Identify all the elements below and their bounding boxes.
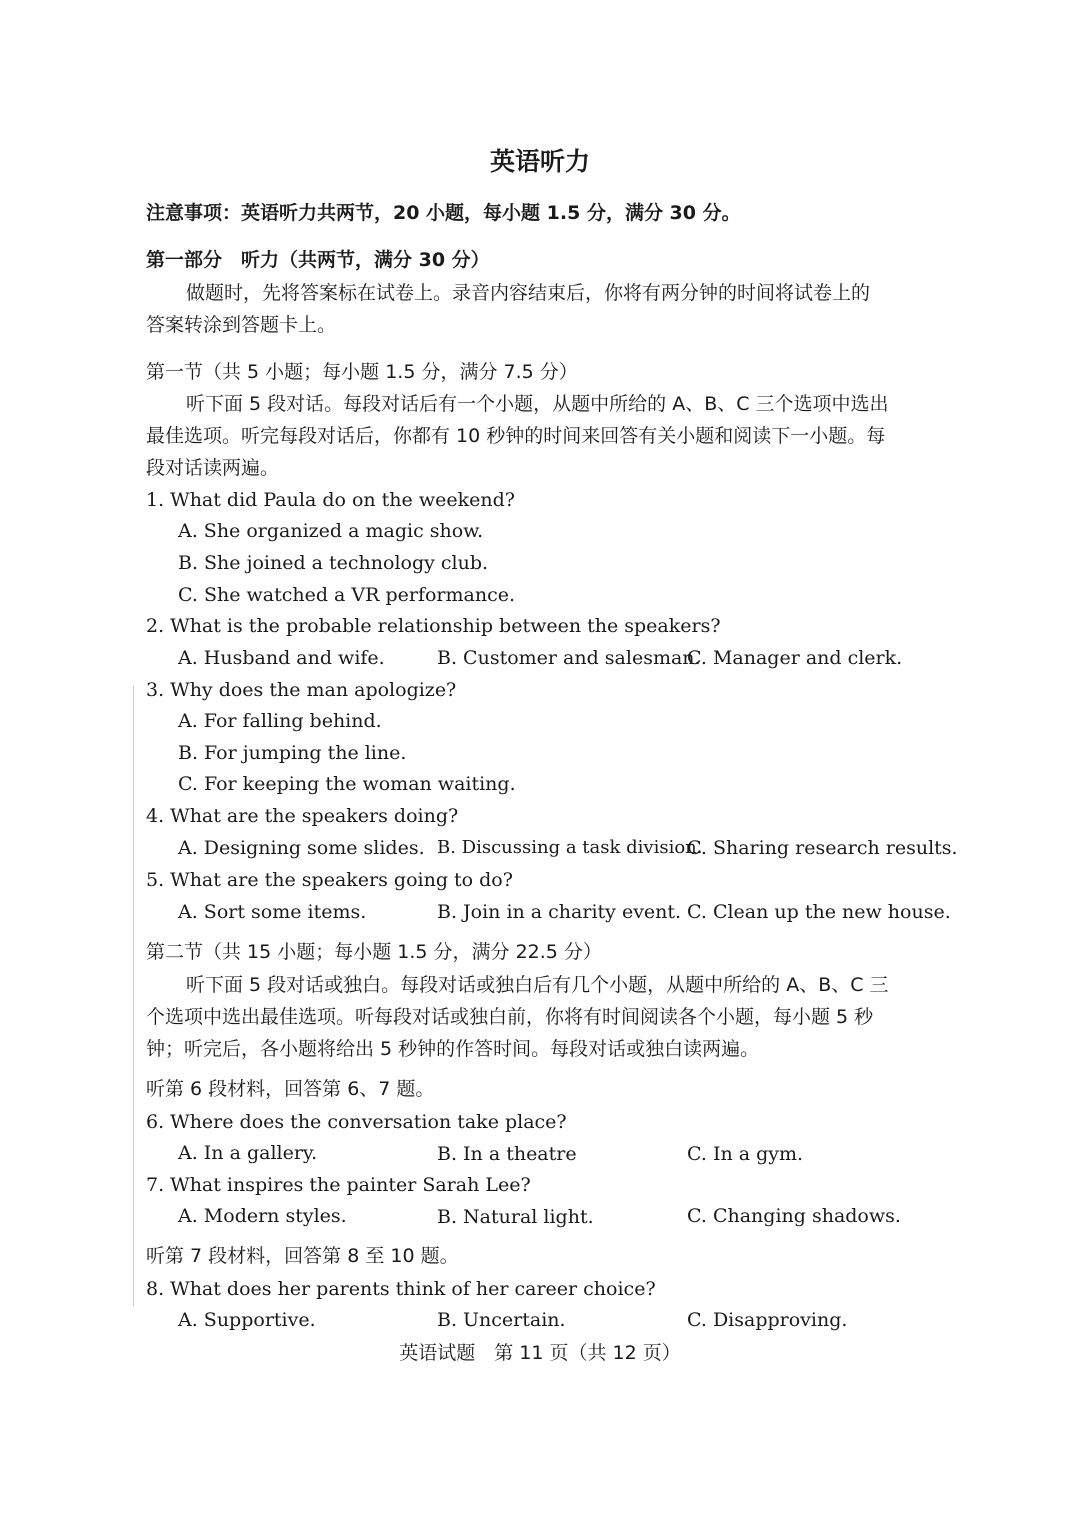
question-1: 1. What did Paula do on the weekend? — [146, 489, 515, 511]
q1-option-b: B. She joined a technology club. — [178, 552, 489, 574]
section1-instr-line: 最佳选项。听完每段对话后，你都有 10 秒钟的时间来回答有关小题和阅读下一小题。每 — [146, 425, 886, 447]
section1-instr-line: 段对话读两遍。 — [146, 457, 280, 479]
section2-instr-line: 听下面 5 段对话或独白。每段对话或独白后有几个小题，从题中所给的 A、B、C 三 — [186, 974, 889, 996]
question-4: 4. What are the speakers doing? — [146, 805, 459, 827]
scan-margin-line — [133, 686, 134, 1306]
q5-option-b: B. Join in a charity event. — [437, 901, 682, 923]
q4-option-b: B. Discussing a task division. — [437, 837, 703, 858]
q6-option-a: A. In a gallery. — [178, 1142, 318, 1164]
section1-instr-line: 听下面 5 段对话。每段对话后有一个小题，从题中所给的 A、B、C 三个选项中选出 — [186, 393, 889, 415]
section2-instr-line: 个选项中选出最佳选项。听每段对话或独白前，你将有时间阅读各个小题，每小题 5 秒 — [146, 1006, 874, 1028]
q7-option-c: C. Changing shadows. — [687, 1205, 901, 1227]
q5-option-c: C. Clean up the new house. — [687, 901, 951, 923]
part1-instr-line: 答案转涂到答题卡上。 — [146, 314, 337, 336]
q2-option-a: A. Husband and wife. — [178, 647, 385, 669]
q7-option-b: B. Natural light. — [437, 1206, 594, 1228]
question-5: 5. What are the speakers going to do? — [146, 869, 513, 891]
question-3: 3. Why does the man apologize? — [146, 679, 457, 701]
question-2: 2. What is the probable relationship between the speakers? — [146, 615, 721, 637]
notice: 注意事项：英语听力共两节，20 小题，每小题 1.5 分，满分 30 分。 — [146, 202, 741, 224]
q8-option-b: B. Uncertain. — [437, 1309, 566, 1331]
q3-option-a: A. For falling behind. — [178, 710, 382, 732]
question-8: 8. What does her parents think of her career choice? — [146, 1278, 656, 1300]
q4-option-c: C. Sharing research results. — [687, 837, 958, 859]
question-7: 7. What inspires the painter Sarah Lee? — [146, 1174, 531, 1196]
q1-option-a: A. She organized a magic show. — [178, 520, 484, 542]
q4-option-a: A. Designing some slides. — [178, 837, 425, 859]
q1-option-c: C. She watched a VR performance. — [178, 584, 516, 606]
q2-option-b: B. Customer and salesman. — [437, 647, 701, 669]
q5-option-a: A. Sort some items. — [178, 901, 367, 923]
q6-option-c: C. In a gym. — [687, 1143, 804, 1165]
q3-option-c: C. For keeping the woman waiting. — [178, 773, 516, 795]
section1-heading: 第一节（共 5 小题；每小题 1.5 分，满分 7.5 分） — [146, 361, 578, 383]
part1-instr-line: 做题时，先将答案标在试卷上。录音内容结束后，你将有两分钟的时间将试卷上的 — [186, 282, 871, 304]
q6-option-b: B. In a theatre — [437, 1143, 577, 1165]
q7-option-a: A. Modern styles. — [178, 1205, 347, 1227]
page-footer: 英语试题 第 11 页（共 12 页） — [399, 1342, 681, 1364]
material-6-heading: 听第 6 段材料，回答第 6、7 题。 — [146, 1078, 435, 1100]
question-6: 6. Where does the conversation take place? — [146, 1111, 567, 1133]
section2-instr-line: 钟；听完后，各小题将给出 5 秒钟的作答时间。每段对话或独白读两遍。 — [146, 1038, 760, 1060]
section2-heading: 第二节（共 15 小题；每小题 1.5 分，满分 22.5 分） — [146, 941, 602, 963]
q8-option-c: C. Disapproving. — [687, 1309, 848, 1331]
material-7-heading: 听第 7 段材料，回答第 8 至 10 题。 — [146, 1245, 459, 1267]
page-title: 英语听力 — [489, 147, 590, 176]
q3-option-b: B. For jumping the line. — [178, 742, 407, 764]
part1-heading: 第一部分 听力（共两节，满分 30 分） — [146, 249, 490, 271]
q2-option-c: C. Manager and clerk. — [687, 647, 903, 669]
q8-option-a: A. Supportive. — [178, 1309, 316, 1331]
